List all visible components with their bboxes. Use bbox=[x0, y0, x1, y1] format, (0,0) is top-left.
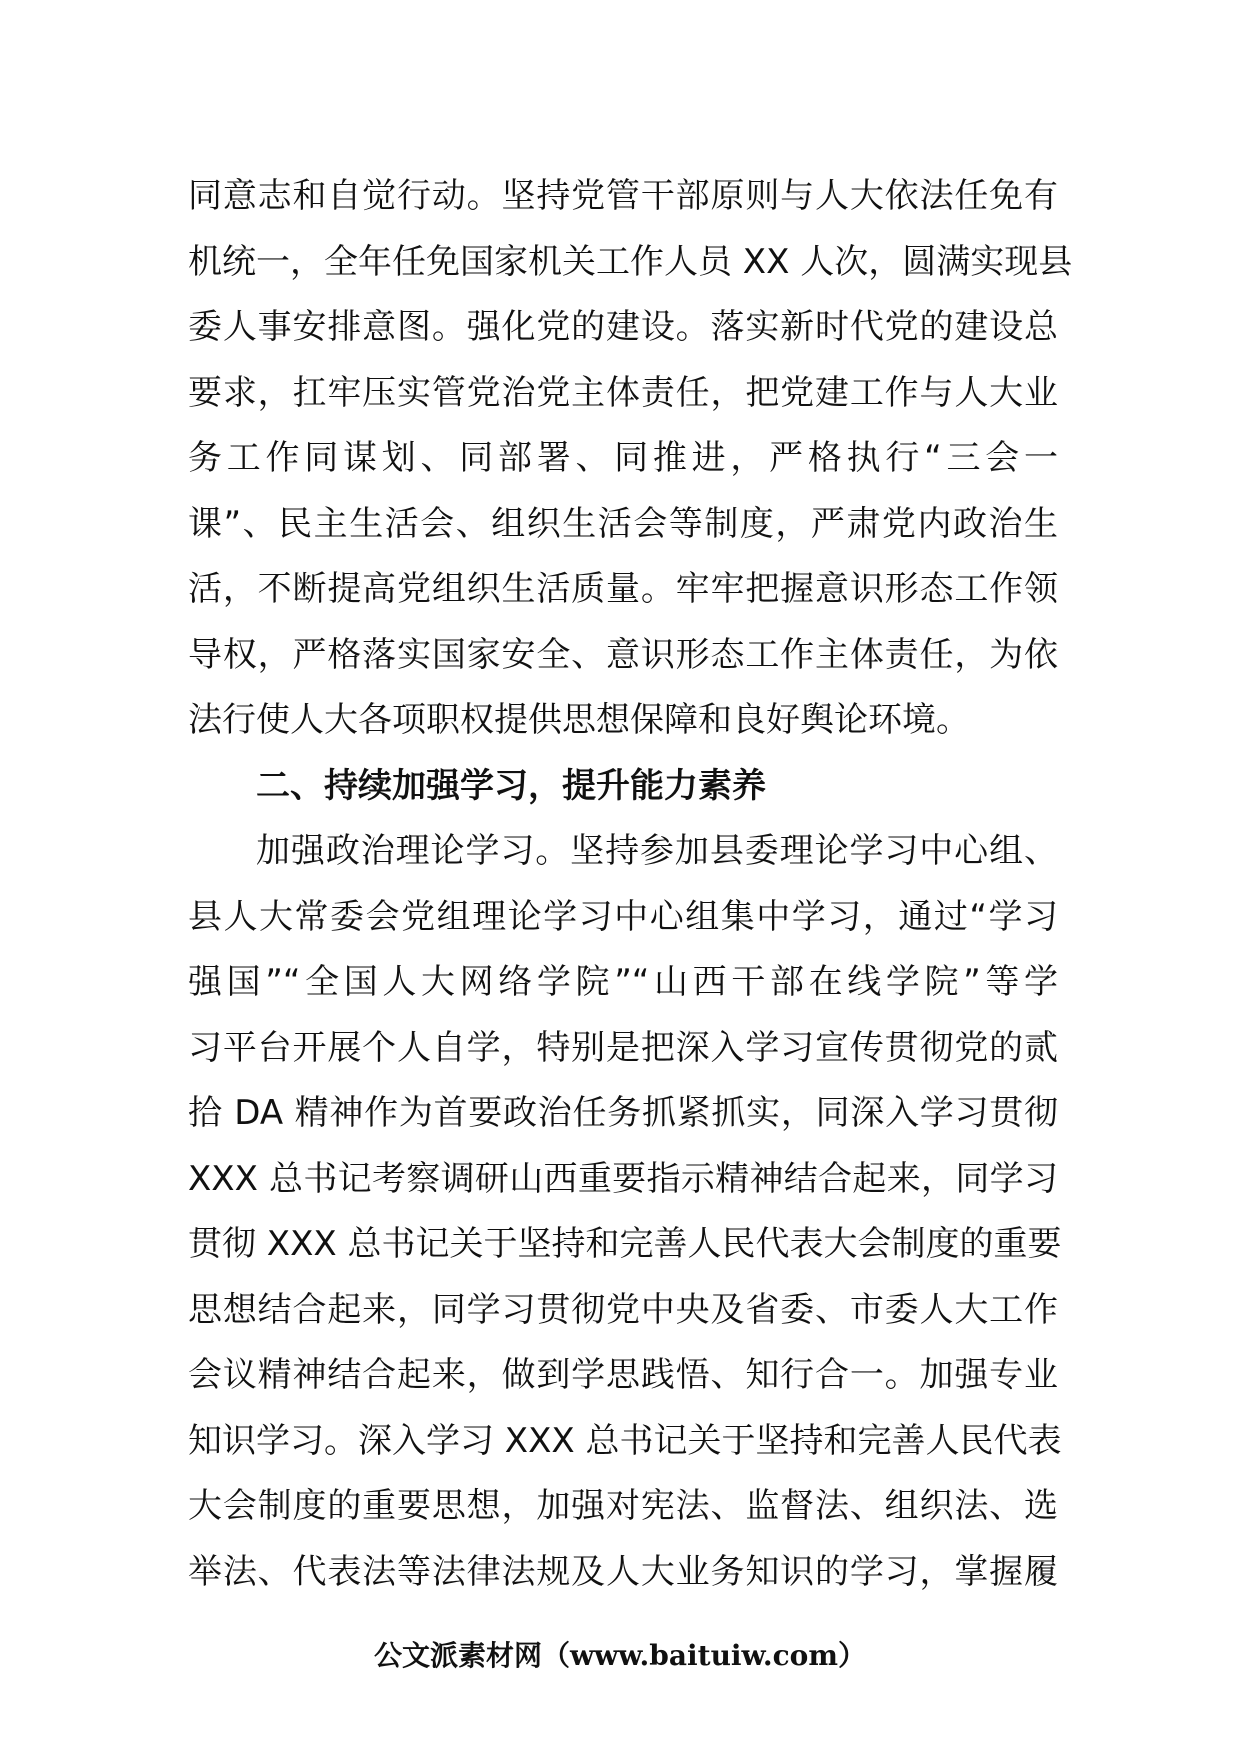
body-line: 活，不断提高党组织生活质量。牢牢把握意识形态工作领 bbox=[188, 569, 1058, 609]
body-line: 拾 DA 精神作为首要政治任务抓紧抓实，同深入学习贯彻 bbox=[188, 1093, 1058, 1133]
body-line: 强国”“全国人大网络学院”“山西干部在线学院”等学 bbox=[188, 962, 1058, 1002]
body-line: 课”、民主生活会、组织生活会等制度，严肃党内政治生 bbox=[188, 503, 1058, 544]
body-line: 机统一，全年任免国家机关工作人员 XX 人次，圆满实现县 bbox=[188, 241, 1073, 282]
document-body bbox=[188, 164, 1073, 1605]
body-line: 同意志和自觉行动。坚持党管干部原则与人大依法任免有 bbox=[188, 176, 1058, 216]
body-line: 加强政治理论学习。坚持参加县委理论学习中心组、 bbox=[256, 831, 1058, 871]
body-line: 县人大常委会党组理论学习中心组集中学习，通过“学习 bbox=[188, 896, 1058, 937]
body-line: 法行使人大各项职权提供思想保障和良好舆论环境。 bbox=[188, 700, 970, 740]
body-line: 知识学习。深入学习 XXX 总书记关于坚持和完善人民代表 bbox=[188, 1420, 1062, 1461]
body-line: XXX 总书记考察调研山西重要指示精神结合起来，同学习 bbox=[188, 1158, 1058, 1199]
body-line: 务工作同谋划、同部署、同推进，严格执行“三会一 bbox=[188, 438, 1058, 478]
body-line: 大会制度的重要思想，加强对宪法、监督法、组织法、选 bbox=[188, 1486, 1058, 1526]
body-line: 思想结合起来，同学习贯彻党中央及省委、市委人大工作 bbox=[188, 1289, 1058, 1330]
body-line: 委人事安排意图。强化党的建设。落实新时代党的建设总 bbox=[188, 307, 1058, 347]
body-line: 贯彻 XXX 总书记关于坚持和完善人民代表大会制度的重要 bbox=[188, 1224, 1062, 1264]
body-line: 导权，严格落实国家安全、意识形态工作主体责任，为依 bbox=[188, 634, 1058, 675]
body-line: 会议精神结合起来，做到学思践悟、知行合一。加强专业 bbox=[188, 1355, 1058, 1395]
body-line: 举法、代表法等法律法规及人大业务知识的学习，掌握履 bbox=[188, 1551, 1058, 1592]
footer-watermark: 公文派素材网（www.baituiw.com） bbox=[374, 1639, 866, 1672]
section-heading: 二、持续加强学习，提升能力素养 bbox=[256, 765, 766, 806]
body-line: 要求，扛牢压实管党治党主体责任，把党建工作与人大业 bbox=[188, 372, 1058, 413]
body-line: 习平台开展个人自学，特别是把深入学习宣传贯彻党的贰 bbox=[188, 1027, 1058, 1068]
